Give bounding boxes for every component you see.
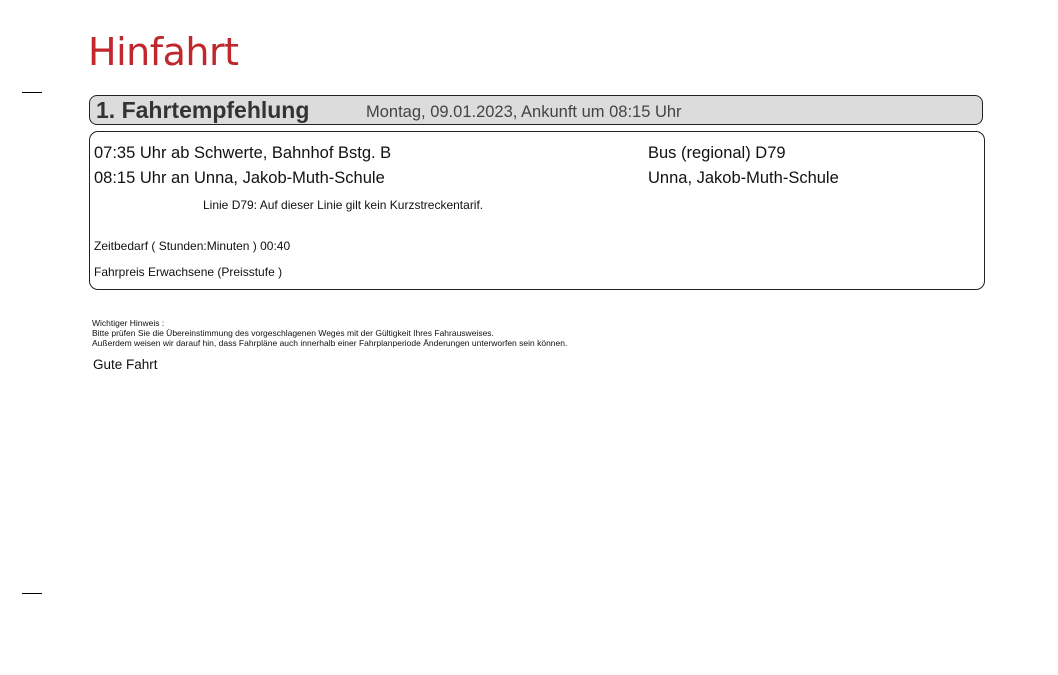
recommendation-heading: 1. Fahrtempfehlung — [96, 97, 310, 123]
notice-line: Bitte prüfen Sie die Übereinstimmung des vorgeschlagenen Weges mit der Gültigkeit Ihres Fahrausweises. — [92, 328, 494, 338]
travel-duration: Zeitbedarf ( Stunden:Minuten ) 00:40 — [94, 239, 291, 253]
destination-stop: Unna, Jakob-Muth-Schule — [648, 169, 839, 187]
fold-mark-top — [22, 92, 42, 93]
recommendation-date: Montag, 09.01.2023, Ankunft um 08:15 Uhr — [366, 103, 682, 121]
vehicle-line: Bus (regional) D79 — [648, 144, 786, 162]
line-note: Linie D79: Auf dieser Linie gilt kein Kurzstreckentarif. — [203, 198, 484, 212]
closing-text: Gute Fahrt — [93, 357, 158, 372]
fold-mark-bottom — [22, 593, 42, 594]
notice-heading: Wichtiger Hinweis : — [92, 318, 165, 328]
departure-line: 07:35 Uhr ab Schwerte, Bahnhof Bstg. B — [94, 144, 392, 162]
important-notice — [92, 318, 567, 348]
arrival-line: 08:15 Uhr an Unna, Jakob-Muth-Schule — [94, 169, 385, 187]
notice-line: Außerdem weisen wir darauf hin, dass Fahrpläne auch innerhalb einer Fahrplanperiode Änderungen unterworfen sein können. — [92, 338, 568, 348]
fare-info: Fahrpreis Erwachsene (Preisstufe ) — [94, 265, 283, 279]
recommendation-details — [89, 131, 985, 290]
recommendation-header — [89, 95, 983, 125]
page-title: Hinfahrt — [88, 30, 239, 74]
